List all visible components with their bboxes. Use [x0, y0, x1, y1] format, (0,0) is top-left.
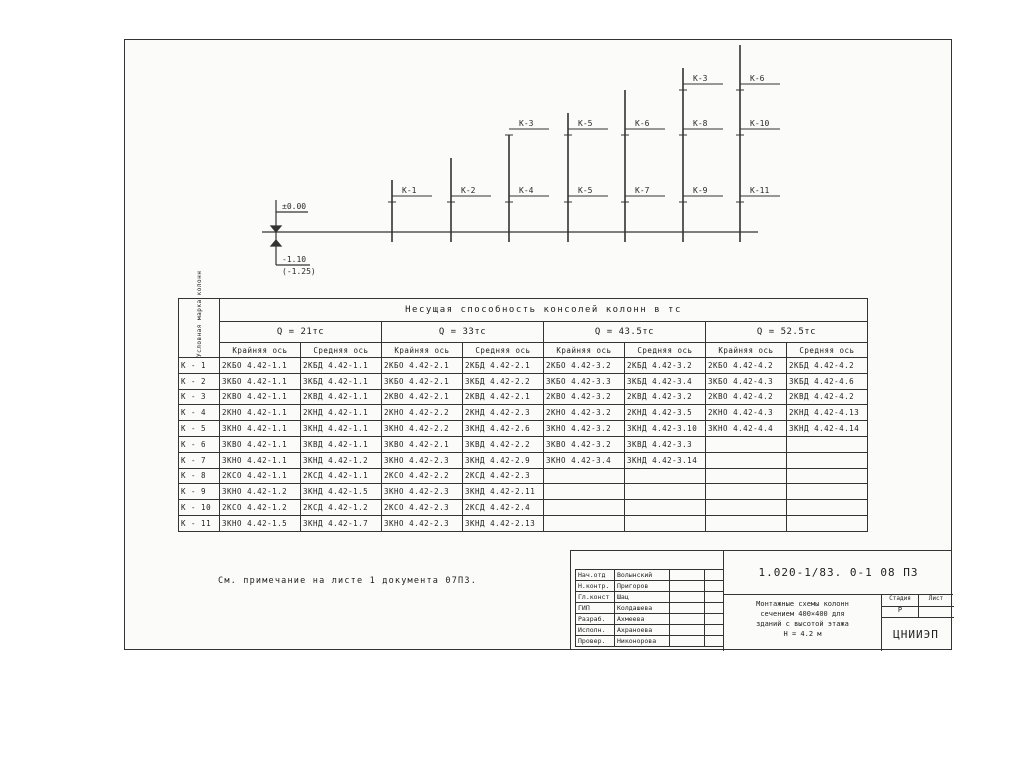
- column-label: К-9: [693, 186, 708, 195]
- table-cell: 2КСО 4.42-1.2: [220, 500, 301, 516]
- table-cell: 3КБД 4.42-4.6: [787, 373, 868, 389]
- group-header: Q = 52.5тс: [706, 322, 868, 343]
- role: Гл.конст: [576, 592, 615, 603]
- table-cell: 3КНО 4.42-2.3: [382, 484, 463, 500]
- table-cell: 2КВО 4.42-3.2: [544, 389, 625, 405]
- table-cell: [787, 452, 868, 468]
- table-cell: 2КНО 4.42-1.1: [220, 405, 301, 421]
- subheader: Средняя ось: [463, 343, 544, 358]
- role: Н.контр.: [576, 581, 615, 592]
- table-cell: 2КБО 4.42-4.2: [706, 358, 787, 374]
- date: [705, 614, 724, 625]
- table-cell: 3КБО 4.42-4.3: [706, 373, 787, 389]
- role: Разраб.: [576, 614, 615, 625]
- group-header: Q = 43.5тс: [544, 322, 706, 343]
- table-cell: [544, 515, 625, 531]
- column-label: К-10: [750, 119, 770, 128]
- table-cell: 3КВД 4.42-2.2: [463, 436, 544, 452]
- table-cell: [706, 500, 787, 516]
- table-cell: [787, 500, 868, 516]
- table-cell: 3КБД 4.42-1.1: [301, 373, 382, 389]
- main-header: Несущая способность консолей колонн в тс: [220, 299, 868, 322]
- group-header: Q = 21тс: [220, 322, 382, 343]
- table-cell: 3КНО 4.42-2.2: [382, 421, 463, 437]
- column-label: К-5: [578, 186, 593, 195]
- table-cell: [625, 515, 706, 531]
- subheader: Средняя ось: [787, 343, 868, 358]
- subheader: Крайняя ось: [220, 343, 301, 358]
- table-cell: 2КНД 4.42-1.1: [301, 405, 382, 421]
- table-cell: 3КНД 4.42-3.14: [625, 452, 706, 468]
- table-cell: 3КНО 4.42-3.4: [544, 452, 625, 468]
- table-cell: 2КНО 4.42-2.2: [382, 405, 463, 421]
- table-cell: 3КНД 4.42-1.7: [301, 515, 382, 531]
- table-cell: 3КНД 4.42-2.13: [463, 515, 544, 531]
- table-row: [179, 389, 868, 405]
- date: [705, 570, 724, 581]
- table-cell: 2КБО 4.42-3.2: [544, 358, 625, 374]
- table-cell: 2КНО 4.42-3.2: [544, 405, 625, 421]
- table-cell: 2КНД 4.42-2.3: [463, 405, 544, 421]
- date: [705, 592, 724, 603]
- sheet-value: [918, 606, 954, 618]
- column-mark: К - 2: [179, 373, 220, 389]
- column-mark: К - 7: [179, 452, 220, 468]
- subheader: Средняя ось: [301, 343, 382, 358]
- date: [705, 581, 724, 592]
- level-triangle-icon: [271, 226, 281, 232]
- table-cell: 2КСД 4.42-1.2: [301, 500, 382, 516]
- table-cell: 2КСД 4.42-1.1: [301, 468, 382, 484]
- table-cell: 2КНД 4.42-4.13: [787, 405, 868, 421]
- table-cell: 2КНО 4.42-4.3: [706, 405, 787, 421]
- table-cell: 3КНО 4.42-1.2: [220, 484, 301, 500]
- table-cell: 2КБО 4.42-1.1: [220, 358, 301, 374]
- column-mark: К - 8: [179, 468, 220, 484]
- table-cell: 3КНО 4.42-4.4: [706, 421, 787, 437]
- column-label: К-1: [402, 186, 417, 195]
- signature: [670, 614, 705, 625]
- table-cell: [787, 436, 868, 452]
- table-cell: 3КНО 4.42-2.3: [382, 515, 463, 531]
- table-cell: 2КНД 4.42-3.5: [625, 405, 706, 421]
- signature-row: [576, 592, 724, 603]
- table-row: [179, 373, 868, 389]
- table-cell: 2КБД 4.42-1.1: [301, 358, 382, 374]
- table-row: [179, 358, 868, 374]
- person: Колдашева: [615, 603, 670, 614]
- person: Пригоров: [615, 581, 670, 592]
- table-row: [179, 421, 868, 437]
- table-cell: [706, 436, 787, 452]
- table-cell: 2КСО 4.42-2.2: [382, 468, 463, 484]
- group-header: Q = 33тс: [382, 322, 544, 343]
- table-cell: 2КВД 4.42-2.1: [463, 389, 544, 405]
- table-cell: 3КНД 4.42-1.5: [301, 484, 382, 500]
- column-mark: К - 4: [179, 405, 220, 421]
- column-mark: К - 11: [179, 515, 220, 531]
- doc-title-line: Монтажные схемы колонн: [756, 600, 849, 608]
- table-cell: 3КБО 4.42-1.1: [220, 373, 301, 389]
- table-cell: [706, 515, 787, 531]
- level-foot: -1.10: [282, 255, 307, 264]
- table-cell: 2КВД 4.42-4.2: [787, 389, 868, 405]
- column-mark: К - 6: [179, 436, 220, 452]
- table-cell: [706, 468, 787, 484]
- column-label: К-5: [578, 119, 593, 128]
- table-cell: 2КБД 4.42-4.2: [787, 358, 868, 374]
- column-mark: К - 10: [179, 500, 220, 516]
- level-foot-alt: (-1.25): [282, 267, 316, 276]
- table-cell: [787, 515, 868, 531]
- table-cell: 3КНД 4.42-1.1: [301, 421, 382, 437]
- table-cell: 3КВО 4.42-1.1: [220, 436, 301, 452]
- doc-title-line: Н = 4.2 м: [783, 630, 822, 638]
- role: Нач.отд: [576, 570, 615, 581]
- table-cell: 3КНД 4.42-2.9: [463, 452, 544, 468]
- doc-title: [723, 595, 881, 651]
- table-cell: 3КВД 4.42-1.1: [301, 436, 382, 452]
- column-label: К-2: [461, 186, 476, 195]
- signature-row: [576, 625, 724, 636]
- table-cell: 3КБД 4.42-2.2: [463, 373, 544, 389]
- table-cell: 3КНО 4.42-1.5: [220, 515, 301, 531]
- table-cell: 2КСО 4.42-2.3: [382, 500, 463, 516]
- table-cell: [706, 452, 787, 468]
- table-cell: 3КНД 4.42-2.11: [463, 484, 544, 500]
- subheader: Крайняя ось: [706, 343, 787, 358]
- table-cell: 3КВД 4.42-3.3: [625, 436, 706, 452]
- subheader-row: [179, 343, 868, 358]
- table-cell: 3КВО 4.42-2.1: [382, 436, 463, 452]
- column-label: К-8: [693, 119, 708, 128]
- column-mark: К - 9: [179, 484, 220, 500]
- table-cell: 3КНД 4.42-4.14: [787, 421, 868, 437]
- column-label: К-3: [693, 74, 708, 83]
- table-row: [179, 452, 868, 468]
- doc-code: 1.020-1/83. 0-1 08 ПЗ: [723, 551, 953, 595]
- person: Ахмеева: [615, 614, 670, 625]
- table-cell: 2КБО 4.42-2.1: [382, 358, 463, 374]
- signature: [670, 636, 705, 647]
- title-block: [570, 550, 952, 650]
- column-mark: К - 1: [179, 358, 220, 374]
- table-cell: 2КСД 4.42-2.3: [463, 468, 544, 484]
- subheader: Средняя ось: [625, 343, 706, 358]
- role: Исполн.: [576, 625, 615, 636]
- table-cell: [544, 468, 625, 484]
- column-label: К-3: [519, 119, 534, 128]
- subheader: Крайняя ось: [544, 343, 625, 358]
- table-cell: 3КНО 4.42-3.2: [544, 421, 625, 437]
- signature: [670, 625, 705, 636]
- subheader: Крайняя ось: [382, 343, 463, 358]
- column-label: К-11: [750, 186, 770, 195]
- column-mark: К - 3: [179, 389, 220, 405]
- signature-row: [576, 636, 724, 647]
- table-cell: 2КСО 4.42-1.1: [220, 468, 301, 484]
- date: [705, 636, 724, 647]
- table-cell: 3КБД 4.42-3.4: [625, 373, 706, 389]
- column-label: К-4: [519, 186, 534, 195]
- table-cell: 2КВО 4.42-2.1: [382, 389, 463, 405]
- level-zero: ±0.00: [282, 202, 307, 211]
- table-cell: 2КСД 4.42-2.4: [463, 500, 544, 516]
- signature-row: [576, 570, 724, 581]
- org-name: ЦНИИЭП: [893, 627, 939, 641]
- date: [705, 625, 724, 636]
- table-cell: 3КНО 4.42-2.3: [382, 452, 463, 468]
- signature-row: [576, 614, 724, 625]
- table-row: [179, 405, 868, 421]
- table-cell: 2КВД 4.42-1.1: [301, 389, 382, 405]
- person: Никонорова: [615, 636, 670, 647]
- table-cell: 3КБО 4.42-3.3: [544, 373, 625, 389]
- column-label: К-6: [750, 74, 765, 83]
- table-cell: 3КНО 4.42-1.1: [220, 421, 301, 437]
- table-cell: 2КБД 4.42-2.1: [463, 358, 544, 374]
- table-row: [179, 468, 868, 484]
- table-cell: [706, 484, 787, 500]
- signature-row: [576, 581, 724, 592]
- table-cell: [544, 500, 625, 516]
- role: Провер.: [576, 636, 615, 647]
- table-cell: [787, 484, 868, 500]
- role: ГИП: [576, 603, 615, 614]
- table-row: [179, 500, 868, 516]
- stage-value: Р: [882, 606, 919, 618]
- table-cell: 3КНД 4.42-3.10: [625, 421, 706, 437]
- signature: [670, 570, 705, 581]
- person: Ахраноева: [615, 625, 670, 636]
- signature: [670, 592, 705, 603]
- table-row: [179, 436, 868, 452]
- level-triangle-icon: [271, 240, 281, 246]
- table-cell: 3КБО 4.42-2.1: [382, 373, 463, 389]
- table-cell: 3КНО 4.42-1.1: [220, 452, 301, 468]
- table-cell: [544, 484, 625, 500]
- column-label: К-6: [635, 119, 650, 128]
- corner-header: Условная марка колонн: [179, 299, 220, 358]
- signatures-table: [575, 569, 724, 647]
- signature-row: [576, 603, 724, 614]
- table-cell: 2КБД 4.42-3.2: [625, 358, 706, 374]
- table-cell: [625, 484, 706, 500]
- table-cell: 3КВО 4.42-3.2: [544, 436, 625, 452]
- doc-title-line: сечением 400×400 для: [760, 610, 845, 618]
- date: [705, 603, 724, 614]
- table-cell: 2КВО 4.42-4.2: [706, 389, 787, 405]
- column-label: К-7: [635, 186, 650, 195]
- doc-title-line: зданий с высотой этажа: [756, 620, 849, 628]
- footnote: См. примечание на листе 1 документа 07ПЗ.: [218, 576, 478, 586]
- table-cell: [625, 500, 706, 516]
- table-cell: 2КВО 4.42-1.1: [220, 389, 301, 405]
- signature: [670, 581, 705, 592]
- person: Шац: [615, 592, 670, 603]
- stage-label: Стадия: [882, 595, 919, 607]
- sheet-label: Лист: [918, 595, 954, 607]
- table-cell: 3КНД 4.42-2.6: [463, 421, 544, 437]
- table-cell: [787, 468, 868, 484]
- table-cell: 2КВД 4.42-3.2: [625, 389, 706, 405]
- table-row: [179, 515, 868, 531]
- table-row: [179, 484, 868, 500]
- table-cell: [625, 468, 706, 484]
- table-cell: 3КНД 4.42-1.2: [301, 452, 382, 468]
- stage-box: [881, 595, 953, 651]
- column-mark: К - 5: [179, 421, 220, 437]
- person: Волынский: [615, 570, 670, 581]
- signature: [670, 603, 705, 614]
